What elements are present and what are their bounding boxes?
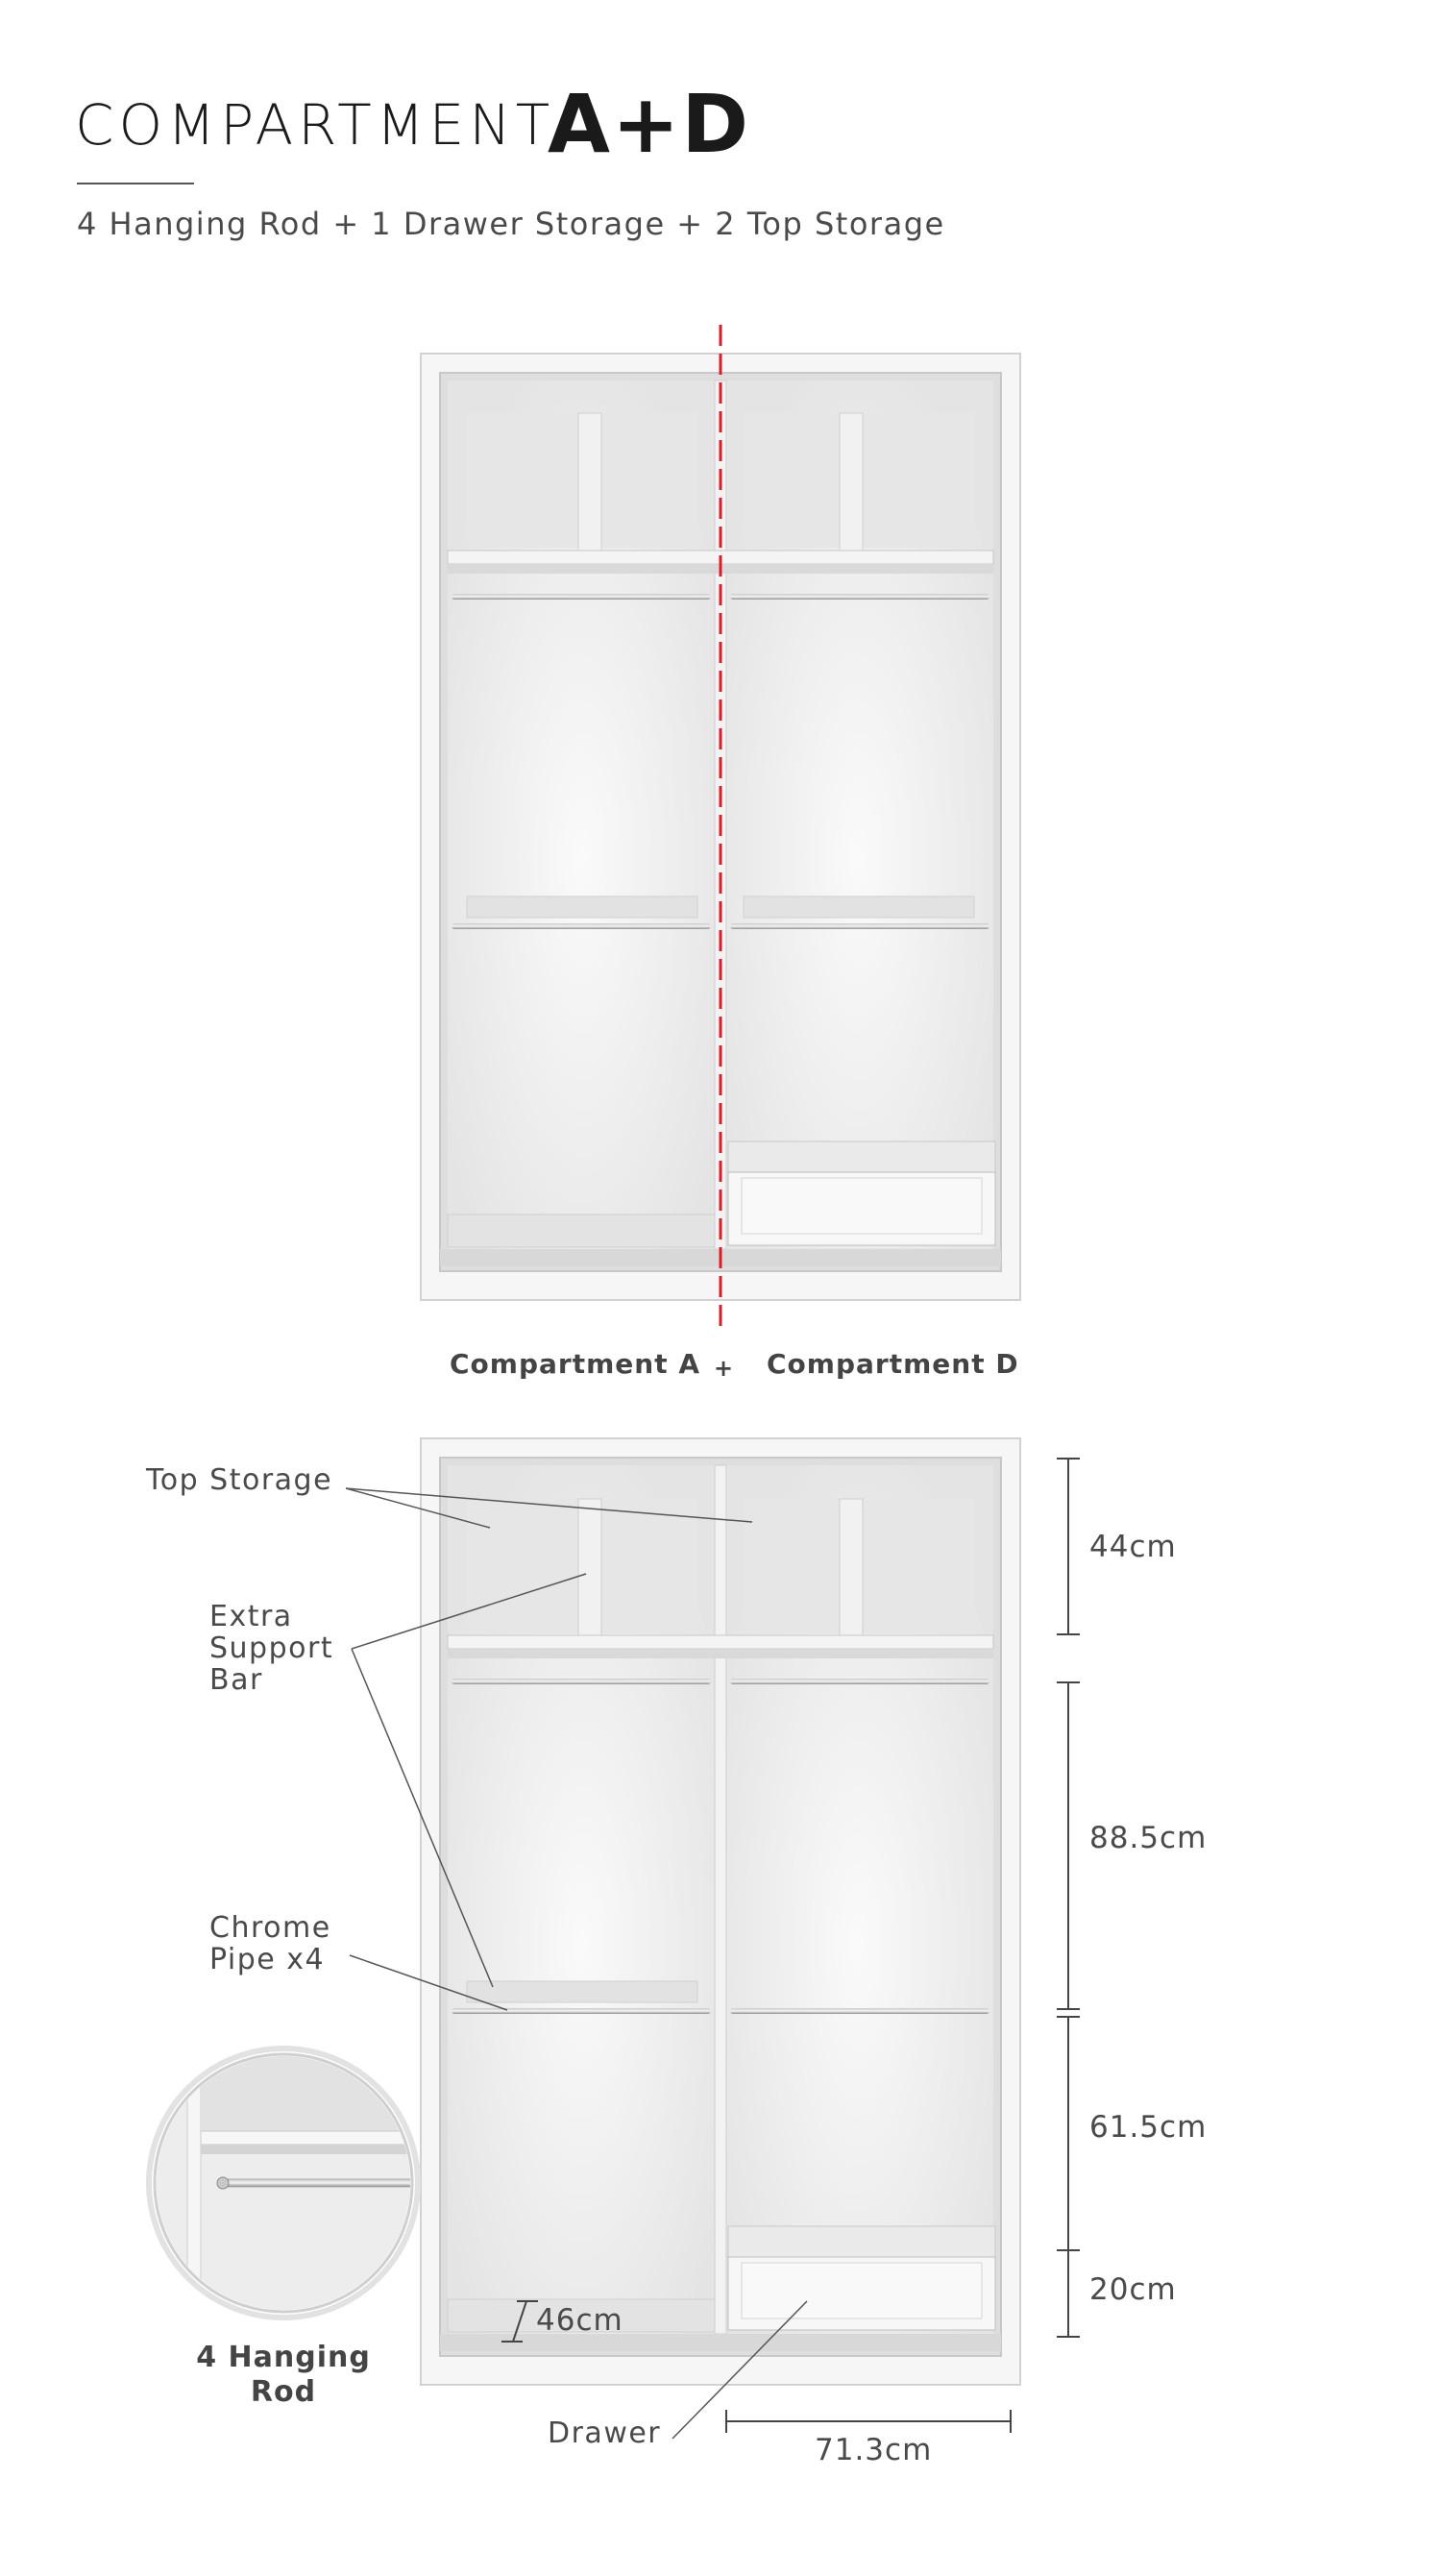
width-dimension-marker bbox=[726, 2410, 1011, 2433]
height-dimension-markers bbox=[1057, 1459, 1080, 2337]
dimension-upper-hanging: 88.5cm bbox=[1089, 1821, 1208, 1855]
hanging-rod-detail-zoom bbox=[144, 2047, 432, 2325]
extra-support-bar-label: Extra Support Bar bbox=[209, 1600, 334, 1697]
page-subtitle: 4 Hanging Rod + 1 Drawer Storage + 2 Top Storage bbox=[77, 206, 945, 242]
wardrobe-top-view bbox=[421, 325, 1020, 1328]
compartment-a-label: Compartment A bbox=[450, 1348, 700, 1380]
drawer-label: Drawer bbox=[548, 2417, 662, 2450]
dimension-lower-hanging: 61.5cm bbox=[1089, 2110, 1208, 2145]
top-storage-label: Top Storage bbox=[146, 1463, 333, 1497]
dimension-drawer: 20cm bbox=[1089, 2272, 1177, 2307]
page-title-highlight: A+D bbox=[548, 77, 751, 171]
wardrobe-dimension-view bbox=[421, 1438, 1020, 2385]
hanging-rod-caption: 4 Hanging Rod bbox=[196, 2341, 371, 2409]
plus-sign: + bbox=[714, 1355, 734, 1382]
dimension-width: 71.3cm bbox=[815, 2433, 933, 2467]
dimension-depth: 46cm bbox=[536, 2303, 623, 2338]
page-title: COMPARTMENT bbox=[75, 92, 555, 158]
dimension-top-storage: 44cm bbox=[1089, 1530, 1177, 1564]
compartment-d-label: Compartment D bbox=[767, 1348, 1019, 1380]
chrome-pipe-label: Chrome Pipe x4 bbox=[209, 1911, 331, 1976]
